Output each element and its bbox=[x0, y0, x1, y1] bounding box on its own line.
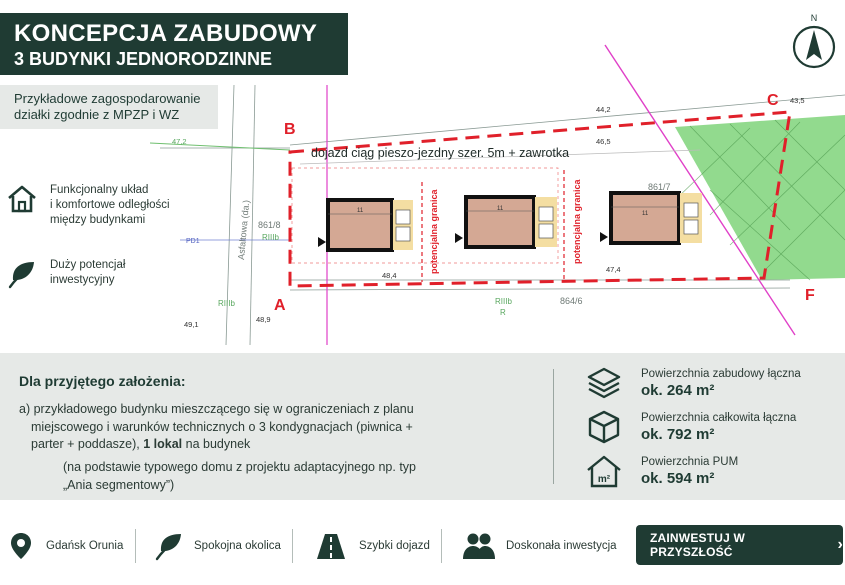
stat-pum-value: ok. 594 m² bbox=[641, 469, 715, 487]
potential-boundary-label-2: potencjalna granica bbox=[572, 179, 582, 264]
stat-total-area-value: ok. 792 m² bbox=[641, 425, 715, 443]
assumption-line1: a) przykładowego budynku mieszczącego się w ograniczeniach z planu bbox=[19, 402, 414, 416]
compass-label: N bbox=[810, 13, 818, 23]
bottom-divider-1 bbox=[135, 529, 136, 563]
page-title: KONCEPCJA ZABUDOWY bbox=[14, 20, 318, 47]
corner-a: A bbox=[274, 297, 286, 314]
feature-potential bbox=[6, 258, 125, 290]
assumption-note-line1: (na podstawie typowego domu z projektu adaptacyjnego np. typ bbox=[63, 460, 417, 474]
assumption-line3-c: na budynek bbox=[182, 437, 251, 451]
cube-icon bbox=[585, 409, 623, 445]
assumption-line3-a: parter + poddasze), bbox=[31, 437, 144, 451]
bottom-item-access-label: Szybki dojazd bbox=[359, 540, 430, 552]
feature-potential-line1: Duży potencjał bbox=[50, 259, 126, 271]
landuse-1: RIIIb bbox=[262, 233, 279, 242]
feature-layout-line2: i komfortowe odległości bbox=[50, 199, 170, 211]
assumption-line3 bbox=[19, 436, 439, 454]
invest-button[interactable] bbox=[636, 525, 843, 565]
house-1-number: 11 bbox=[357, 208, 364, 214]
house-2 bbox=[455, 197, 557, 247]
leaf-icon bbox=[154, 531, 184, 561]
parcel-3: 864/6 bbox=[560, 296, 583, 306]
elevation-2: 44,2 bbox=[596, 105, 611, 114]
green-line bbox=[150, 143, 290, 150]
road-icon bbox=[313, 531, 349, 561]
landuse-4: R bbox=[500, 308, 506, 317]
feature-layout-line1: Funkcjonalny układ bbox=[50, 184, 149, 196]
house-m2-icon-text: m² bbox=[597, 474, 611, 485]
invest-button-label: ZAINWESTUJ W PRZYSZŁOŚĆ bbox=[650, 531, 746, 559]
bottom-item-quiet bbox=[154, 515, 281, 577]
corner-f: F bbox=[805, 287, 815, 304]
house-icon bbox=[6, 183, 38, 215]
house-1 bbox=[318, 200, 413, 250]
stat-total-area-label: Powierzchnia całkowita łączna bbox=[641, 411, 797, 424]
street-label: Asfaltowa (da.) bbox=[236, 199, 252, 261]
elevation-1: 47,2 bbox=[172, 137, 187, 146]
bottom-item-location bbox=[6, 515, 123, 577]
house-3-number: 11 bbox=[642, 211, 649, 217]
elevation-7: 49,1 bbox=[184, 320, 199, 329]
page-subtitle: 3 BUDYNKI JEDNORODZINNE bbox=[14, 49, 273, 69]
pd-label: PD1 bbox=[186, 238, 200, 245]
house-2-number: 11 bbox=[497, 206, 504, 212]
layers-icon bbox=[585, 365, 623, 401]
stat-built-area-label: Powierzchnia zabudowy łączna bbox=[641, 367, 801, 380]
bottom-divider-3 bbox=[441, 529, 442, 563]
feature-layout-line3: między budynkami bbox=[50, 214, 146, 226]
elevation-4: 46,5 bbox=[596, 137, 611, 146]
assumption-note-line2: „Ania segmentowy”) bbox=[63, 477, 175, 492]
parcel-1: 861/8 bbox=[258, 220, 281, 230]
house-m2-icon bbox=[585, 453, 623, 489]
plan-description-line1: Przykładowe zagospodarowanie bbox=[14, 91, 201, 106]
assumption-line3-b: 1 lokal bbox=[143, 437, 183, 451]
assumption-note bbox=[63, 459, 443, 494]
stat-pum bbox=[585, 453, 738, 489]
bottom-item-investment bbox=[462, 515, 617, 577]
corner-b: B bbox=[284, 121, 296, 138]
bottom-item-location-label: Gdańsk Orunia bbox=[46, 540, 124, 552]
bottom-item-access bbox=[313, 515, 430, 577]
road-label: dojazd ciąg pieszo-jezdny szer. 5m + zawrotka bbox=[311, 146, 570, 160]
location-pin-icon bbox=[6, 531, 36, 561]
elevation-5: 48,4 bbox=[382, 271, 397, 280]
potential-boundary-label-1: potencjalna granica bbox=[429, 189, 439, 274]
landuse-2: RIIIb bbox=[218, 299, 235, 308]
feature-layout bbox=[6, 183, 170, 228]
stat-built-area bbox=[585, 365, 801, 401]
stat-built-area-value: ok. 264 m² bbox=[641, 381, 715, 399]
parcel-2: 861/7 bbox=[648, 182, 671, 192]
stat-total-area bbox=[585, 409, 796, 445]
elevation-8: 48,9 bbox=[256, 315, 271, 324]
plan-description-line2: działki zgodnie z MPZP i WZ bbox=[14, 107, 180, 122]
site-plan bbox=[150, 40, 845, 345]
people-icon bbox=[462, 531, 496, 561]
leaf-icon bbox=[6, 258, 38, 290]
assumption-heading: Dla przyjętego założenia: bbox=[19, 373, 186, 389]
bottom-divider-2 bbox=[292, 529, 293, 563]
assumption-text bbox=[19, 401, 439, 454]
corner-c: C bbox=[767, 92, 779, 109]
elevation-3: 43,5 bbox=[790, 96, 805, 105]
chevron-right-icon: › bbox=[837, 536, 843, 553]
assumption-panel bbox=[0, 353, 845, 500]
feature-potential-line2: inwestycyjny bbox=[50, 274, 115, 286]
divider bbox=[553, 369, 554, 484]
stat-pum-label: Powierzchnia PUM bbox=[641, 455, 739, 468]
bottom-item-investment-label: Doskonała inwestycja bbox=[506, 540, 617, 552]
elevation-6: 47,4 bbox=[606, 265, 621, 274]
assumption-line2: miejscowego i warunków technicznych o 3 kondygnacjach (piwnica + bbox=[31, 419, 413, 434]
bottom-item-quiet-label: Spokojna okolica bbox=[194, 540, 281, 552]
house-3 bbox=[600, 193, 702, 243]
landuse-3: RIIIb bbox=[495, 297, 512, 306]
